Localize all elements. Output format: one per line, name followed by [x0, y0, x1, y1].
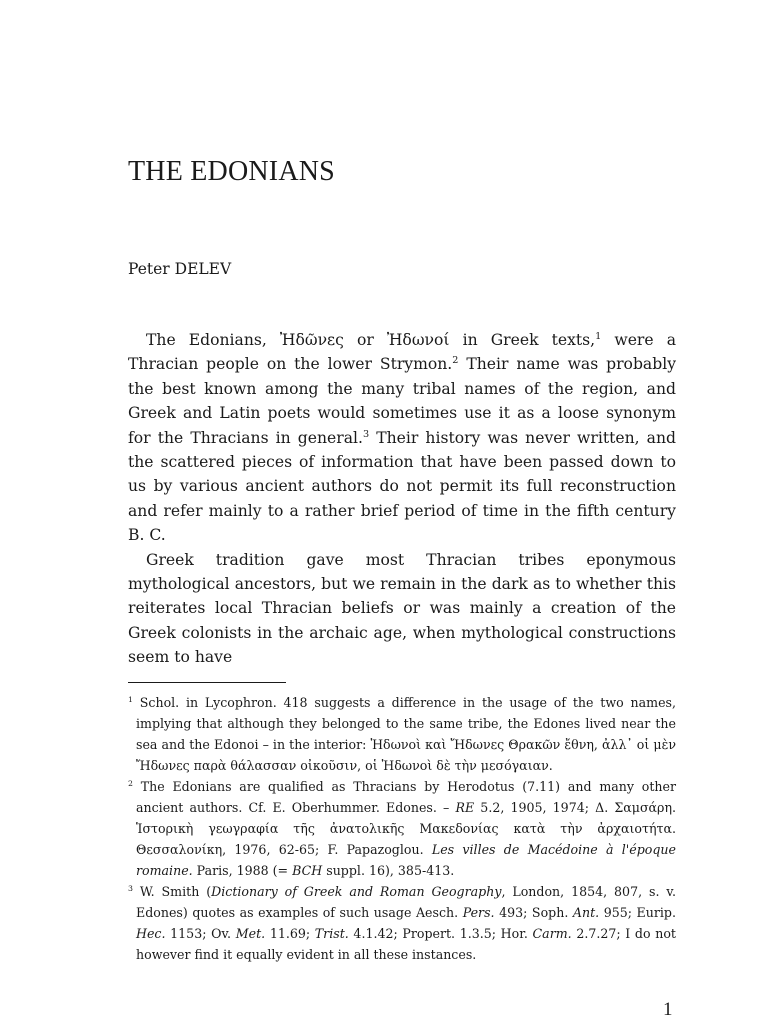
page-number: 1	[663, 999, 673, 1020]
footnote-text: , London, 1854, 807, s. v. Edones) quotes as examples of such usage Aesch.	[136, 884, 676, 920]
footnote-ref-1[interactable]: 1	[595, 330, 602, 342]
footnote-separator	[128, 682, 286, 683]
paragraph-1-part-c: Their name was probably the best known among the many tribal names of the region, and Greek and Latin poets would sometimes use it as a loose synonym for the Thracians in general.	[128, 355, 676, 447]
footnote-text: 1153; Ov.	[165, 926, 236, 941]
paragraph-2: Greek tradition gave most Thracian tribes eponymous mythological ancestors, but we remain in the dark as to whether this reiterates local Thracian beliefs or was mainly a creation of the Greek colonists in the archaic age, when mythological constructions seem to have	[128, 550, 676, 667]
main-text	[128, 328, 676, 670]
footnote-text: 955; Eurip.	[599, 905, 676, 920]
paragraph-1-part-b: were a Thracian people on the lower Strymon.	[128, 331, 676, 374]
footnote-text: W. Smith (	[132, 884, 212, 899]
footnote-italic: RE	[455, 800, 475, 815]
footnote-italic: Pers.	[462, 905, 495, 920]
footnote-italic: Les villes de Macédoine à l'époque romaine.	[136, 842, 676, 878]
footnote-text: The Edonians are qualified as Thracians by Herodotus (7.11) and many other ancient authors. Cf. E. Oberhummer. Edones. –	[132, 779, 676, 815]
footnote-italic: Ant.	[572, 905, 600, 920]
footnote-2	[128, 776, 676, 881]
paragraph-1-part-d: Their history was never written, and the scattered pieces of information that have been passed down to us by various ancient authors do not permit its full reconstruction and refer mainly to a rather brief period of time in the fifth century B. C.	[128, 428, 676, 545]
footnote-ref-3[interactable]: 3	[362, 428, 370, 440]
chapter-title: THE EDONIANS	[128, 156, 335, 187]
footnote-italic: Hec.	[136, 926, 166, 941]
footnote-text: Paris, 1988 (=	[192, 863, 293, 878]
footnote-text: 5.2, 1905, 1974; Δ. Σαμσάρη. Ἱστορικὴ γεωγραφία τῆς ἀνατολικῆς Μακεδονίας κατὰ τὴν ἀρχαιοτήτα. Θεσσαλονίκη, 1976, 62-65; F. Papazoglou.	[136, 800, 676, 857]
footnote-italic: BCH	[292, 863, 323, 878]
footnotes	[128, 692, 676, 965]
footnote-3	[128, 881, 676, 965]
footnote-italic: Carm.	[532, 926, 572, 941]
footnote-italic: Met.	[235, 926, 266, 941]
footnote-italic: Trist.	[314, 926, 349, 941]
author-name: Peter DELEV	[128, 260, 232, 278]
footnote-italic: Dictionary of Greek and Roman Geography	[211, 884, 502, 899]
footnote-text: 493; Soph.	[494, 905, 573, 920]
footnote-ref-2[interactable]: 2	[452, 355, 459, 367]
footnote-text: suppl. 16), 385-413.	[322, 863, 455, 878]
footnote-mark: 2	[128, 778, 133, 788]
paragraph-1-part-a: The Edonians, Ἠδῶνες or Ἠδωνοί in Greek texts,	[146, 331, 596, 349]
footnote-mark: 3	[128, 883, 133, 893]
footnote-text: Schol. in Lycophron. 418 suggests a difference in the usage of the two names, implying that although they belonged to the same tribe, the Edones lived near the sea and the Edonoi – in the interior: Ἠδωνοὶ καὶ Ἤδωνες Θρακῶν ἔθνη, ἀλλ᾽ οἱ μὲν Ἤδωνες παρὰ θάλασσαν οἰκοῦσιν, οἱ Ἠδωνοὶ δὲ τὴν μεσόγαιαν.	[132, 695, 676, 773]
footnote-text: 11.69;	[265, 926, 315, 941]
footnote-text: 2.7.27; I do not however find it equally evident in all these instances.	[136, 926, 676, 962]
footnote-1	[128, 692, 676, 776]
footnote-mark: 1	[128, 694, 133, 704]
footnote-text: 4.1.42; Propert. 1.3.5; Hor.	[348, 926, 533, 941]
paragraph-1	[128, 328, 676, 548]
